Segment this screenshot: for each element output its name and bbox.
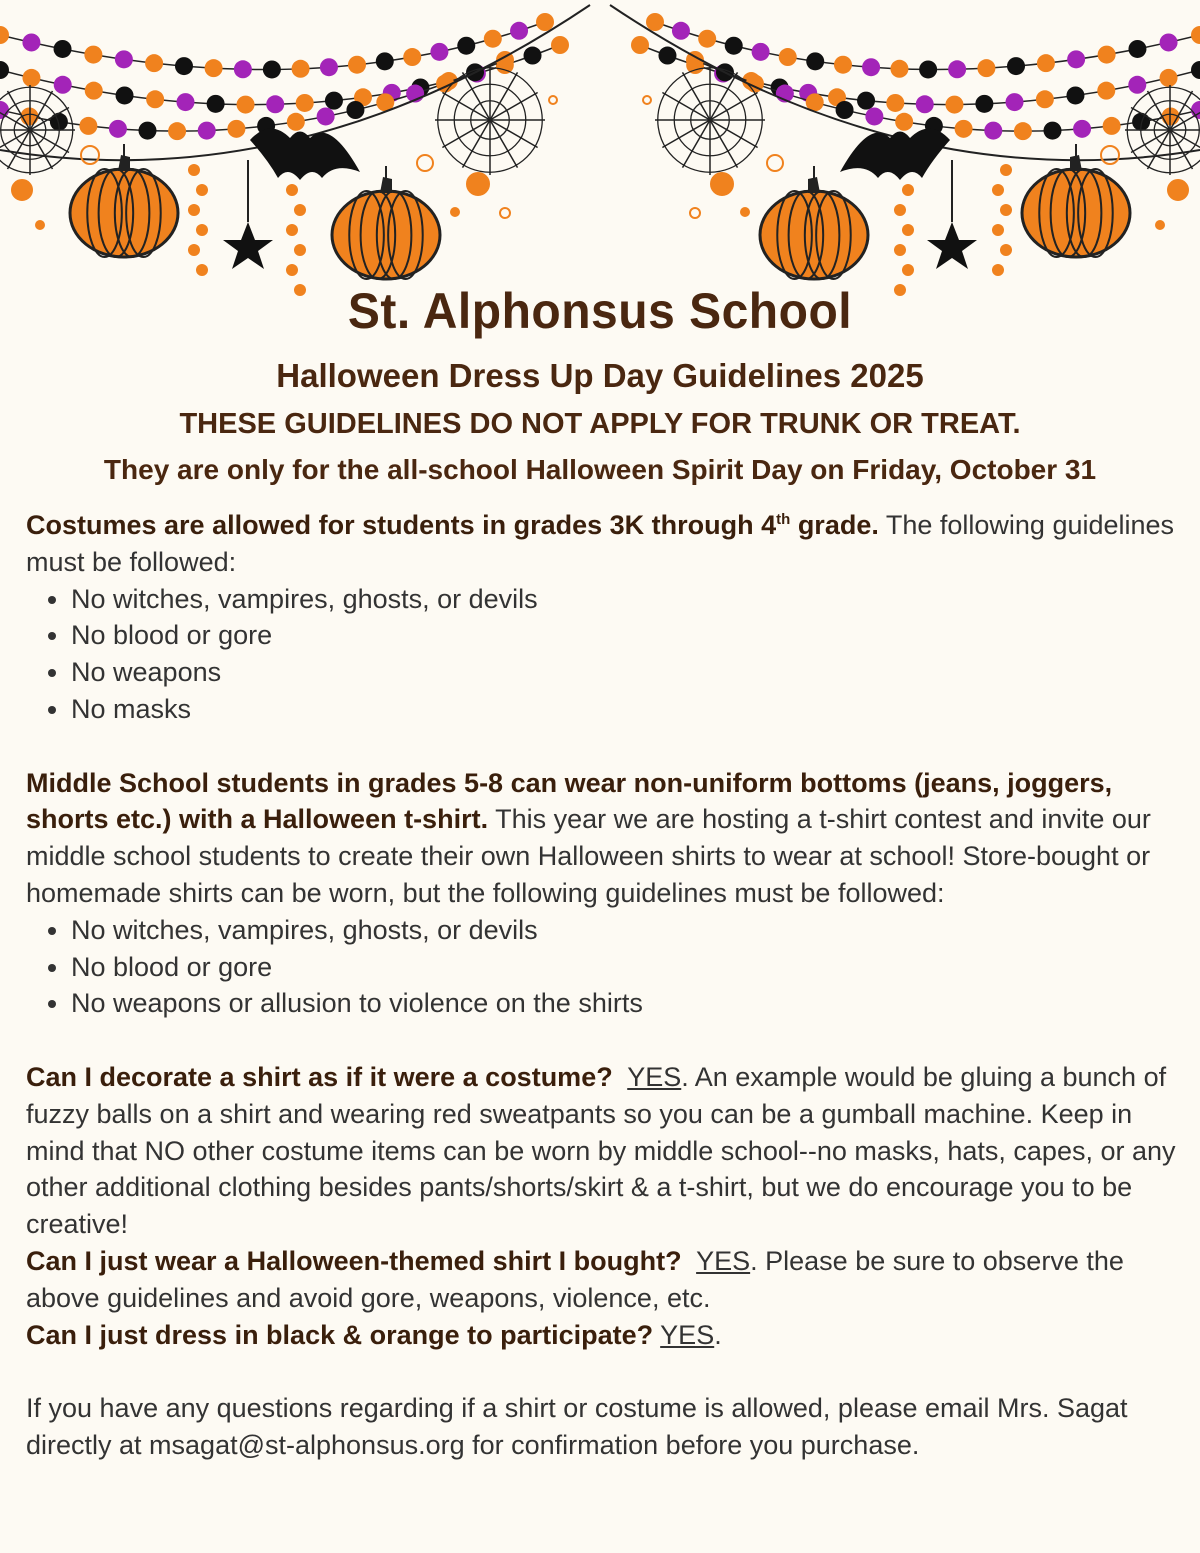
bead-icon <box>857 92 875 110</box>
guidelines-body <box>26 507 1176 1464</box>
bead-icon <box>286 184 298 196</box>
bead-icon <box>646 13 664 31</box>
bead-icon <box>510 22 528 40</box>
bead-icon <box>806 52 824 70</box>
bead-icon <box>992 264 1004 276</box>
bead-icon <box>1066 86 1084 104</box>
bead-icon <box>294 244 306 256</box>
bead-icon <box>115 50 133 68</box>
bead-icon <box>1103 117 1121 135</box>
bead-icon <box>296 94 314 112</box>
faq-item-decorate <box>26 1059 1176 1243</box>
pumpkin-icon <box>760 166 868 279</box>
list-item: • No blood or gore <box>71 617 1176 654</box>
costumes-lead-rest: The following guidelines must be followed: <box>26 510 1175 577</box>
list-item: • No witches, vampires, ghosts, or devils <box>71 912 1176 949</box>
bat-icon <box>840 128 950 180</box>
bead-icon <box>188 164 200 176</box>
bead-icon <box>902 224 914 236</box>
confetti-dot-icon <box>549 96 557 104</box>
bead-icon <box>263 60 281 78</box>
bead-icon <box>919 60 937 78</box>
bead-icon <box>54 40 72 58</box>
bead-icon <box>430 43 448 61</box>
bead-icon <box>196 224 208 236</box>
bead-icon <box>0 61 9 79</box>
confetti-dot-icon <box>500 208 510 218</box>
contact-paragraph: If you have any questions regarding if a shirt or costume is allowed, please email Mrs. Sagat directly at msagat@st-alphonsus.org for confirmation before you purchase. <box>26 1393 1128 1460</box>
list-item: • No blood or gore <box>71 949 1176 986</box>
bead-icon <box>955 120 973 138</box>
bead-icon <box>85 82 103 100</box>
bead-icon <box>207 95 225 113</box>
faq-answer: YES <box>660 1319 715 1350</box>
faq-detail: . Please be sure to observe the above guidelines and avoid gore, weapons, violence, etc. <box>26 1245 1124 1313</box>
bead-icon <box>22 69 40 87</box>
bead-icon <box>196 184 208 196</box>
list-item: • No weapons or allusion to violence on the shirts <box>71 985 1176 1022</box>
bead-icon <box>376 52 394 70</box>
faq-detail: . <box>714 1319 722 1350</box>
faq-answer: YES <box>696 1245 751 1276</box>
faq-item-black-orange <box>26 1317 1176 1354</box>
bead-icon <box>1006 93 1024 111</box>
bead-icon <box>287 113 305 131</box>
bead-icon <box>348 56 366 74</box>
bead-icon <box>977 59 995 77</box>
bead-icon <box>902 264 914 276</box>
school-title: St. Alphonsus School <box>347 283 853 340</box>
bead-icon <box>890 60 908 78</box>
middle-school-paragraph <box>26 765 1176 912</box>
bead-icon <box>457 37 475 55</box>
faq-answer: YES <box>627 1061 682 1092</box>
bead-icon <box>84 46 102 64</box>
bead-icon <box>1128 76 1146 94</box>
bead-icon <box>175 57 193 75</box>
guidelines-subtitle: Halloween Dress Up Day Guidelines 2025 <box>276 357 924 394</box>
bead-icon <box>317 107 335 125</box>
bead-icon <box>266 95 284 113</box>
confetti-dot-icon <box>12 180 32 200</box>
faq-question: Can I just dress in black & orange to participate? <box>26 1319 654 1350</box>
bead-icon <box>234 60 252 78</box>
list-item: • No witches, vampires, ghosts, or devils <box>71 581 1176 618</box>
costumes-lead: Costumes are allowed for students in grades 3K through 4th grade. <box>26 510 879 540</box>
bead-icon <box>658 47 676 65</box>
bead-icon <box>1191 26 1200 44</box>
bead-icon <box>22 33 40 51</box>
bead-icon <box>992 224 1004 236</box>
bead-icon <box>325 92 343 110</box>
confetti-dot-icon <box>690 208 700 218</box>
bead-icon <box>286 264 298 276</box>
bead-icon <box>188 244 200 256</box>
bead-icon <box>1000 164 1012 176</box>
bat-icon <box>250 128 360 180</box>
bead-icon <box>484 30 502 48</box>
bead-icon <box>948 60 966 78</box>
bead-icon <box>1067 50 1085 68</box>
bead-icon <box>54 76 72 94</box>
bead-icon <box>524 47 542 65</box>
list-item: • No masks <box>71 691 1176 728</box>
bead-icon <box>984 122 1002 140</box>
bead-icon <box>834 56 852 74</box>
bead-icon <box>1014 122 1032 140</box>
bead-icon <box>1000 204 1012 216</box>
star-icon <box>223 222 273 269</box>
pumpkin-icon <box>332 166 440 279</box>
bead-icon <box>672 22 690 40</box>
bead-icon <box>886 94 904 112</box>
middle-school-rules-list <box>26 912 1176 1022</box>
bead-icon <box>0 26 9 44</box>
pumpkin-icon <box>1022 144 1130 257</box>
spider-web-icon <box>0 85 75 175</box>
bead-icon <box>894 244 906 256</box>
faq-detail: . An example would be gluing a bunch of fuzzy balls on a shirt and wearing red sweatpants so you can be a gumball machine. Keep in mind that NO other costume items can be worn by middle school--no masks, hats, capes, or any other additional clothing besides pants/shorts/skirt & a t-shirt, but we do encourage you to be creative! <box>26 1061 1176 1240</box>
bead-icon <box>1044 122 1062 140</box>
bead-icon <box>1128 40 1146 58</box>
bead-icon <box>1098 46 1116 64</box>
garland-right-decoration <box>610 5 1200 296</box>
middle-school-lead: Middle School students in grades 5-8 can wear non-uniform bottoms (jeans, joggers, shorts etc.) with a Halloween t-shirt. <box>26 767 1113 835</box>
star-icon <box>927 222 977 269</box>
bead-icon <box>196 264 208 276</box>
pumpkin-icon <box>70 144 178 257</box>
bead-icon <box>168 122 186 140</box>
bead-icon <box>116 86 134 104</box>
confetti-dot-icon <box>1101 146 1119 164</box>
bead-icon <box>198 122 216 140</box>
bead-icon <box>294 204 306 216</box>
bead-icon <box>536 13 554 31</box>
confetti-dot-icon <box>643 96 651 104</box>
bead-icon <box>292 60 310 78</box>
bead-icon <box>227 120 245 138</box>
bead-icon <box>145 54 163 72</box>
spider-web-icon <box>1125 85 1200 175</box>
faq-question: Can I just wear a Halloween-themed shirt I bought? <box>26 1245 682 1276</box>
bead-icon <box>1160 69 1178 87</box>
confetti-dot-icon <box>36 221 44 229</box>
bead-icon <box>286 224 298 236</box>
bead-icon <box>779 48 797 66</box>
bead-icon <box>698 30 716 48</box>
list-item: • No weapons <box>71 654 1176 691</box>
bead-icon <box>346 101 364 119</box>
bead-icon <box>916 95 934 113</box>
bead-icon <box>205 59 223 77</box>
bead-icon <box>79 117 97 135</box>
bead-icon <box>752 43 770 61</box>
bead-icon <box>836 101 854 119</box>
garland-left-decoration <box>0 5 590 296</box>
bead-icon <box>725 37 743 55</box>
confetti-dot-icon <box>767 155 783 171</box>
trunk-or-treat-notice: THESE GUIDELINES DO NOT APPLY FOR TRUNK OR TREAT. <box>179 408 1021 440</box>
bead-icon <box>188 204 200 216</box>
confetti-dot-icon <box>467 173 489 195</box>
bead-icon <box>1097 82 1115 100</box>
bead-icon <box>992 184 1004 196</box>
spirit-day-line: They are only for the all-school Halloween Spirit Day on Friday, October 31 <box>103 454 1097 485</box>
bead-icon <box>1036 90 1054 108</box>
confetti-dot-icon <box>417 155 433 171</box>
middle-school-lead-rest: This year we are hosting a t-shirt contest and invite our middle school students to create their own Halloween shirts to wear at school! Store-bought or homemade shirts can be worn, but the following guidelines must be followed: <box>26 804 1151 908</box>
bead-icon <box>138 122 156 140</box>
bead-icon <box>862 58 880 76</box>
bead-icon <box>975 95 993 113</box>
bead-icon <box>945 96 963 114</box>
bead-icon <box>894 204 906 216</box>
bead-icon <box>237 96 255 114</box>
halloween-garland-banner <box>0 0 1200 300</box>
confetti-dot-icon <box>451 208 459 216</box>
bead-icon <box>1007 57 1025 75</box>
bead-icon <box>1000 244 1012 256</box>
bead-icon <box>1037 54 1055 72</box>
bead-icon <box>1160 33 1178 51</box>
bead-icon <box>902 184 914 196</box>
bead-icon <box>895 113 913 131</box>
confetti-dot-icon <box>711 173 733 195</box>
faq-item-bought-shirt <box>26 1243 1176 1317</box>
bead-icon <box>1191 61 1200 79</box>
bead-icon <box>1073 120 1091 138</box>
faq-question: Can I decorate a shirt as if it were a costume? <box>26 1061 613 1092</box>
confetti-dot-icon <box>1156 221 1164 229</box>
confetti-dot-icon <box>1168 180 1188 200</box>
bead-icon <box>551 36 569 54</box>
bead-icon <box>109 120 127 138</box>
confetti-dot-icon <box>81 146 99 164</box>
bead-icon <box>320 58 338 76</box>
bead-icon <box>146 90 164 108</box>
bead-icon <box>403 48 421 66</box>
bead-icon <box>176 93 194 111</box>
bead-icon <box>631 36 649 54</box>
costumes-paragraph <box>26 507 1176 581</box>
bead-icon <box>865 107 883 125</box>
confetti-dot-icon <box>741 208 749 216</box>
costume-rules-list <box>26 581 1176 728</box>
